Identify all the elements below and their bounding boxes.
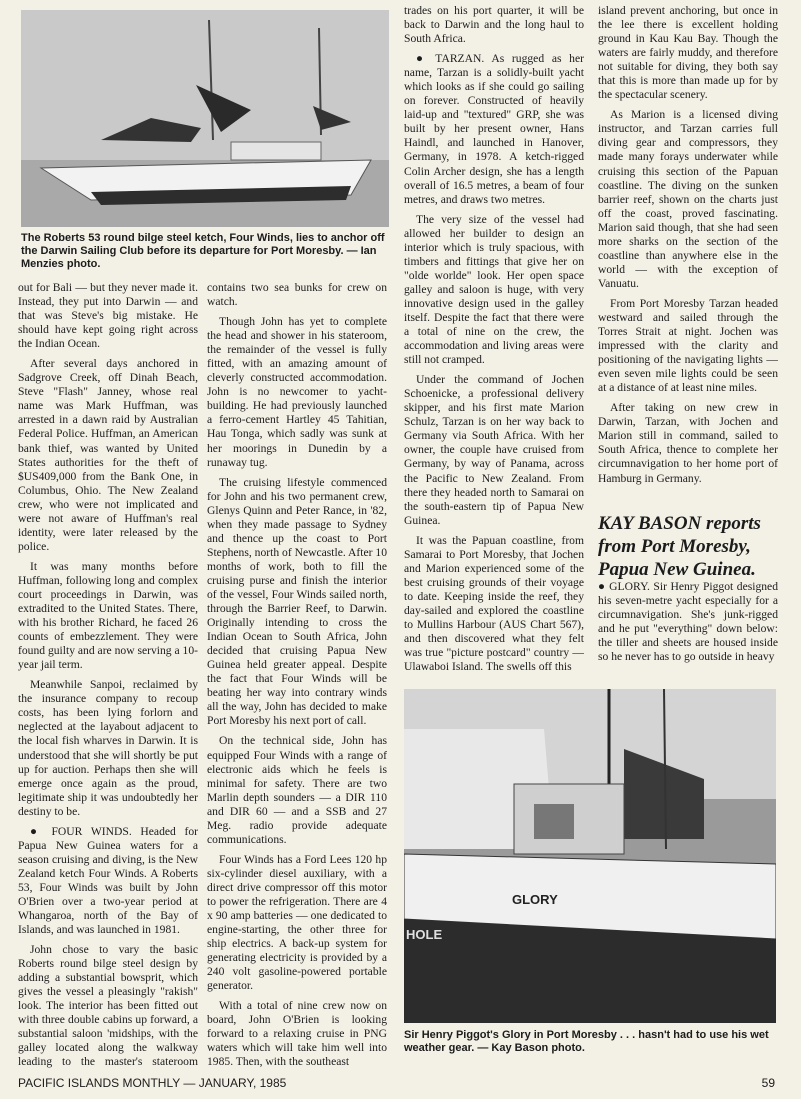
col2-paragraph: With a total of nine crew now on board, John O'Brien is looking forward to a relaxing cruise in PNG waters which will take him well into 1985. Then, with the southeast [207,999,387,1068]
col1-paragraph: It was many months before Huffman, following long and complex court proceedings in Darwin, was extradited to the United States. There, with his brother Richard, he faced 26 counts of embezzlement. They were found guilty and are now serving a 10-year jail term. [18,559,198,672]
column-4 [598,4,778,494]
col4-paragraph: After taking on new crew in Darwin, Tarzan, with Jochen and Marion still in command, sailed to South Africa, thence to complete her circumnavigation to her home port of Hamburg in Germany. [598,401,778,485]
col1-paragraph: out for Bali — but they never made it. Instead, they put into Darwin — and that was Steve's big mistake. He should have kept going right across the Indian Ocean. [18,281,198,351]
glory-hull-port: HOLE [406,927,443,942]
col2-paragraph: Four Winds has a Ford Lees 120 hp six-cylinder diesel auxiliary, with a direct drive compressor off this motor to power the refrigeration. There are 4 x 90 amp batteries — one dedicated to engine-starting, the other three for ship electrics. A back-up system for generating electricity is provided by a 240 volt gasoline-powered portable generator. [207,852,387,993]
column-4-glory [598,580,778,680]
four-winds-photo [21,10,389,227]
col3-paragraph: The very size of the vessel had allowed her builder to design an interior which is truly spacious, with timbers and fittings that give her on "olde worlde" look. Her open space galley and saloon is huge, with very innovative design used in the galley itself. Despite the fact that there were a total of nine on the crew, the accommodation and living areas were still not cramped. [404,212,584,367]
col2-paragraph: On the technical side, John has equipped Four Winds with a range of electronic aids which he feels is minimal for safety. There are two Marlin depth sounders — a DIR 110 and DIR 60 — and a SSB and 27 Meg. radio provide adequate communications. [207,734,387,846]
col1-paragraph: John chose to vary the basic Roberts round bilge steel design by adding a substantial bowsprit, which gives the vessel a pleasingly "rakish" look. The interior has been fitted out with three double cabins up forward, a substantial saloon 'midships, with the galley located along the walkway leading to the master's stateroom [18,943,198,1068]
column-3 [404,4,584,674]
photo2-caption: Sir Henry Piggot's Glory in Port Moresby . . . hasn't had to use his wet weather gear. — Kay Bason photo. [404,1029,769,1055]
col4-paragraph: As Marion is a licensed diving instructor, and Tarzan carries full diving gear and compressors, they made many forays underwater while cruising this section of the Papuan coastline. The diving on the sunken barrier reef, shown on the charts just off the coast, proved fascinating. Marion said though, that she had seen more sharks on the section of the coastline than anywhere else in the world — with the exception of Vanuatu. [598,108,778,290]
column-1 [18,281,198,1068]
footer-publication: PACIFIC ISLANDS MONTHLY — JANUARY, 1985 [18,1076,287,1090]
col2-paragraph: contains two sea bunks for crew on watch. [207,281,387,309]
col4-paragraph: ● GLORY. Sir Henry Piggot designed his seven-metre yacht especially for a circumnavigation. She's junk-rigged and he put "everything" down below: the tiller and sheets are housed inside so he never has to go outside in heavy [598,580,778,664]
section-headline: KAY BASON reports from Port Moresby, Papua New Guinea. [598,513,761,580]
col3-paragraph: It was the Papuan coastline, from Samarai to Port Moresby, that Jochen and Marion experienced some of the best cruising grounds of their voyage to date. Keeping inside the reef, they day-sailed and explored the coastline to Mullins Harbour (AUS Chart 567), and then discovered what they felt was true "picture postcard" country — Ulawaboi Island. The swells off this [404,533,584,674]
photo1-caption: The Roberts 53 round bilge steel ketch, Four Winds, lies to anchor off the Darwin Sailing Club before its departure for Port Moresby. — Ian Menzies photo. [21,232,385,271]
col2-paragraph: Though John has yet to complete the head and shower in his stateroom, the remainder of the vessel is fully fitted, with an amazing amount of cleverly constructed accommodation. John is no newcomer to yacht-building. He had previously launched a ferro-cement Hartley 45 Tahitian, Hau Tonga, which sadly was sunk at her moorings in Dunedin by a runaway tug. [207,315,387,469]
glory-photo [404,689,776,1023]
col1-paragraph: After several days anchored in Sadgrove Creek, off Dinah Beach, Steve "Flash" Janney, whose real name was Mark Huffman, was arrested in a dawn raid by Australian Federal Police. Huffman, an American bank thief, was wanted by United States authorities for the theft of $US409,000 from the Bank One, in Columbus, Ohio. The New Zealand crew, who were not implicated and were not aware of Huffman's real identity, were later released by the police. [18,357,198,553]
col4-paragraph: island prevent anchoring, but once in the lee there is excellent holding ground in Kau Kau Bay. Though the waters are fairly muddy, and therefore not suitable for diving, they both say that this is more than made up for by the spectacular scenery. [598,4,778,102]
col3-paragraph: trades on his port quarter, it will be back to Darwin and the long haul to South Africa. [404,4,584,46]
page-number: 59 [761,1076,775,1090]
col3-paragraph: ● TARZAN. As rugged as her name, Tarzan is a solidly-built yacht which looks as if she could go sailing on forever. Constructed of heavily laid-up and "textured" GRP, she was built by her present owner, Hans Haindl, and launched in Hanover, Germany, in 1978. A ketch-rigged Colin Archer design, she has a length overall of 16.5 metres, a beam of four metres, and draws two metres. [404,52,584,207]
glory-hull-name: GLORY [512,892,558,907]
col1-paragraph: Meanwhile Sanpoi, reclaimed by the insurance company to recoup costs, has been lying forlorn and neglected at the layabout adjacent to the local fish wharves in Darwin. It is understood that she will shortly be put up for auction. Perhaps then she will emerge once again as the proud, legitimate ship it was undoubtedly her destiny to be. [18,678,198,818]
col2-paragraph: The cruising lifestyle commenced for John and his two permanent crew, Glenys Quinn and Peter Rance, in '82, when they made passage to Sydney and thence up the coast to Port Stephens, north of Newcastle. After 10 months of work, both to fill the cruising purse and finish the interior of the vessel, Four Winds sailed north, through the Barrier Reef, to Darwin. Originally intending to cross the Indian Ocean to South Africa, John decided that cruising Papua New Guinea held greater appeal. Despite the fact that Four Winds will be beating her way into contrary winds all the way, John has decided to make Port Moresby his next port of call. [207,475,387,728]
col3-paragraph: Under the command of Jochen Schoenicke, a professional delivery skipper, and his first mate Marion Schulz, Tarzan is on her way back to Germany via South Africa. With her owner, the couple have cruised from Germany, by way of Panama, across the Pacific to New Zealand. From there they headed north to Samarai on the south-eastern tip of Papua New Guinea. [404,373,584,527]
column-2 [207,281,387,1068]
col4-paragraph: From Port Moresby Tarzan headed westward and sailed through the Torres Strait at night. Jochen was impressed with the clarity and positioning of the navigating lights — even seven mile lights could be seen at a distance of at least nine miles. [598,296,778,395]
col1-paragraph: ● FOUR WINDS. Headed for Papua New Guinea waters for a season cruising and diving, is the New Zealand ketch Four Winds. A Roberts 53, Four Winds was built by John O'Brien over a two-year period at Whangaroa, north of the Bay of Islands, and was launched in 1981. [18,825,198,937]
